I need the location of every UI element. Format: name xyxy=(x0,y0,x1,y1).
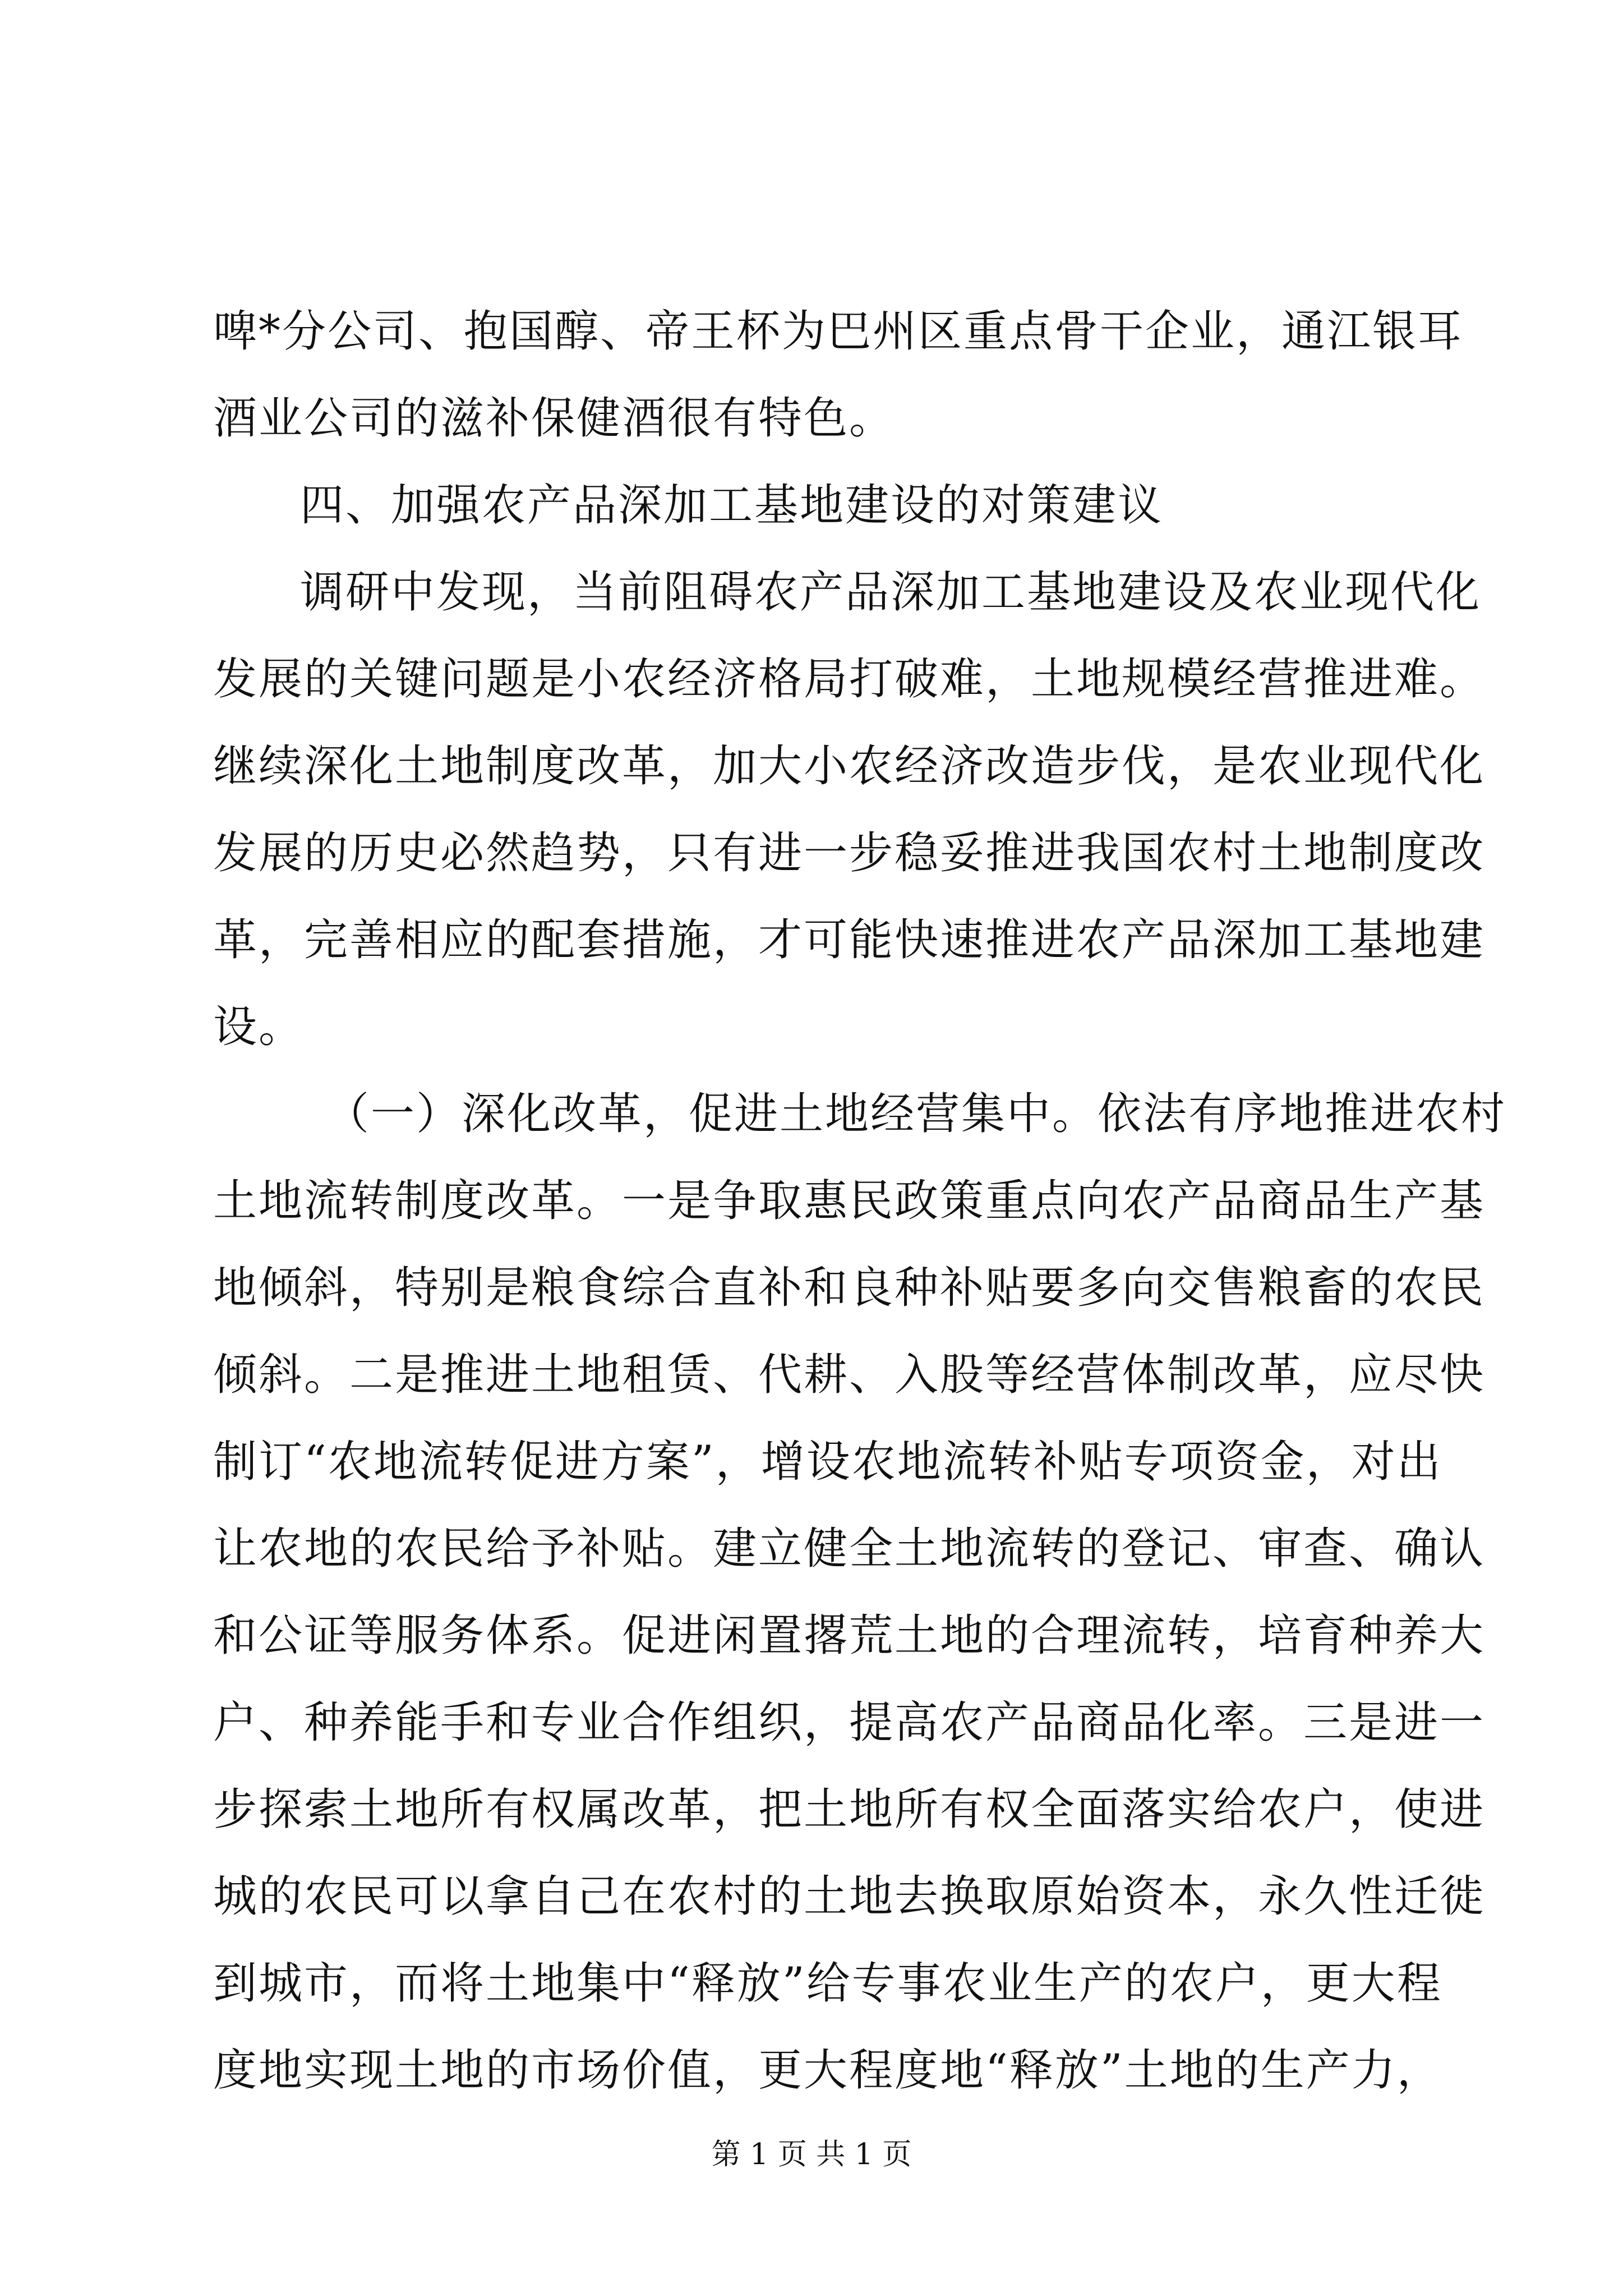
paragraph-line: 啤*分公司、抱国醇、帝王杯为巴州区重点骨干企业，通江银耳 xyxy=(213,306,1464,357)
paragraph-line: 继续深化土地制度改革，加大小农经济改造步伐，是农业现代化 xyxy=(213,741,1486,792)
section-heading: 四、加强农产品深加工基地建设的对策建议 xyxy=(300,480,1164,531)
paragraph-line: 地倾斜，特别是粮食综合直补和良种补贴要多向交售粮畜的农民 xyxy=(213,1263,1486,1313)
paragraph-line: 发展的历史必然趋势，只有进一步稳妥推进我国农村土地制度改 xyxy=(213,828,1486,878)
paragraph-line: 革，完善相应的配套措施，才可能快速推进农产品深加工基地建 xyxy=(213,915,1486,965)
paragraph-line: 调研中发现，当前阻碍农产品深加工基地建设及农业现代化 xyxy=(300,567,1482,618)
page-number-footer: 第 1 页 共 1 页 xyxy=(711,2138,912,2171)
paragraph-line: 让农地的农民给予补贴。建立健全土地流转的登记、审查、确认 xyxy=(213,1524,1486,1574)
paragraph-line: 发展的关键问题是小农经济格局打破难，土地规模经营推进难。 xyxy=(213,654,1486,705)
paragraph-line: 土地流转制度改革。一是争取惠民政策重点向农产品商品生产基 xyxy=(213,1176,1486,1226)
paragraph-line: 到城市，而将土地集中“释放”给专事农业生产的农户，更大程 xyxy=(213,1958,1442,2009)
paragraph-line: 设。 xyxy=(213,1002,305,1052)
paragraph-line: 酒业公司的滋补保健酒很有特色。 xyxy=(213,393,895,444)
paragraph-line: 和公证等服务体系。促进闲置撂荒土地的合理流转，培育种养大 xyxy=(213,1611,1486,1661)
paragraph-line: 步探索土地所有权属改革，把土地所有权全面落实给农户，使进 xyxy=(213,1784,1486,1835)
paragraph-line: 户、种养能手和专业合作组织，提高农产品商品化率。三是进一 xyxy=(213,1697,1486,1748)
paragraph-line: （一）深化改革，促进土地经营集中。依法有序地推进农村 xyxy=(325,1089,1507,1139)
paragraph-line: 倾斜。二是推进土地租赁、代耕、入股等经营体制改革，应尽快 xyxy=(213,1350,1486,1400)
paragraph-line: 城的农民可以拿自己在农村的土地去换取原始资本，永久性迁徙 xyxy=(213,1871,1486,1922)
paragraph-line: 度地实现土地的市场价值，更大程度地“释放”土地的生产力， xyxy=(213,2045,1442,2096)
paragraph-line: 制订“农地流转促进方案”，增设农地流转补贴专项资金，对出 xyxy=(213,1437,1442,1487)
